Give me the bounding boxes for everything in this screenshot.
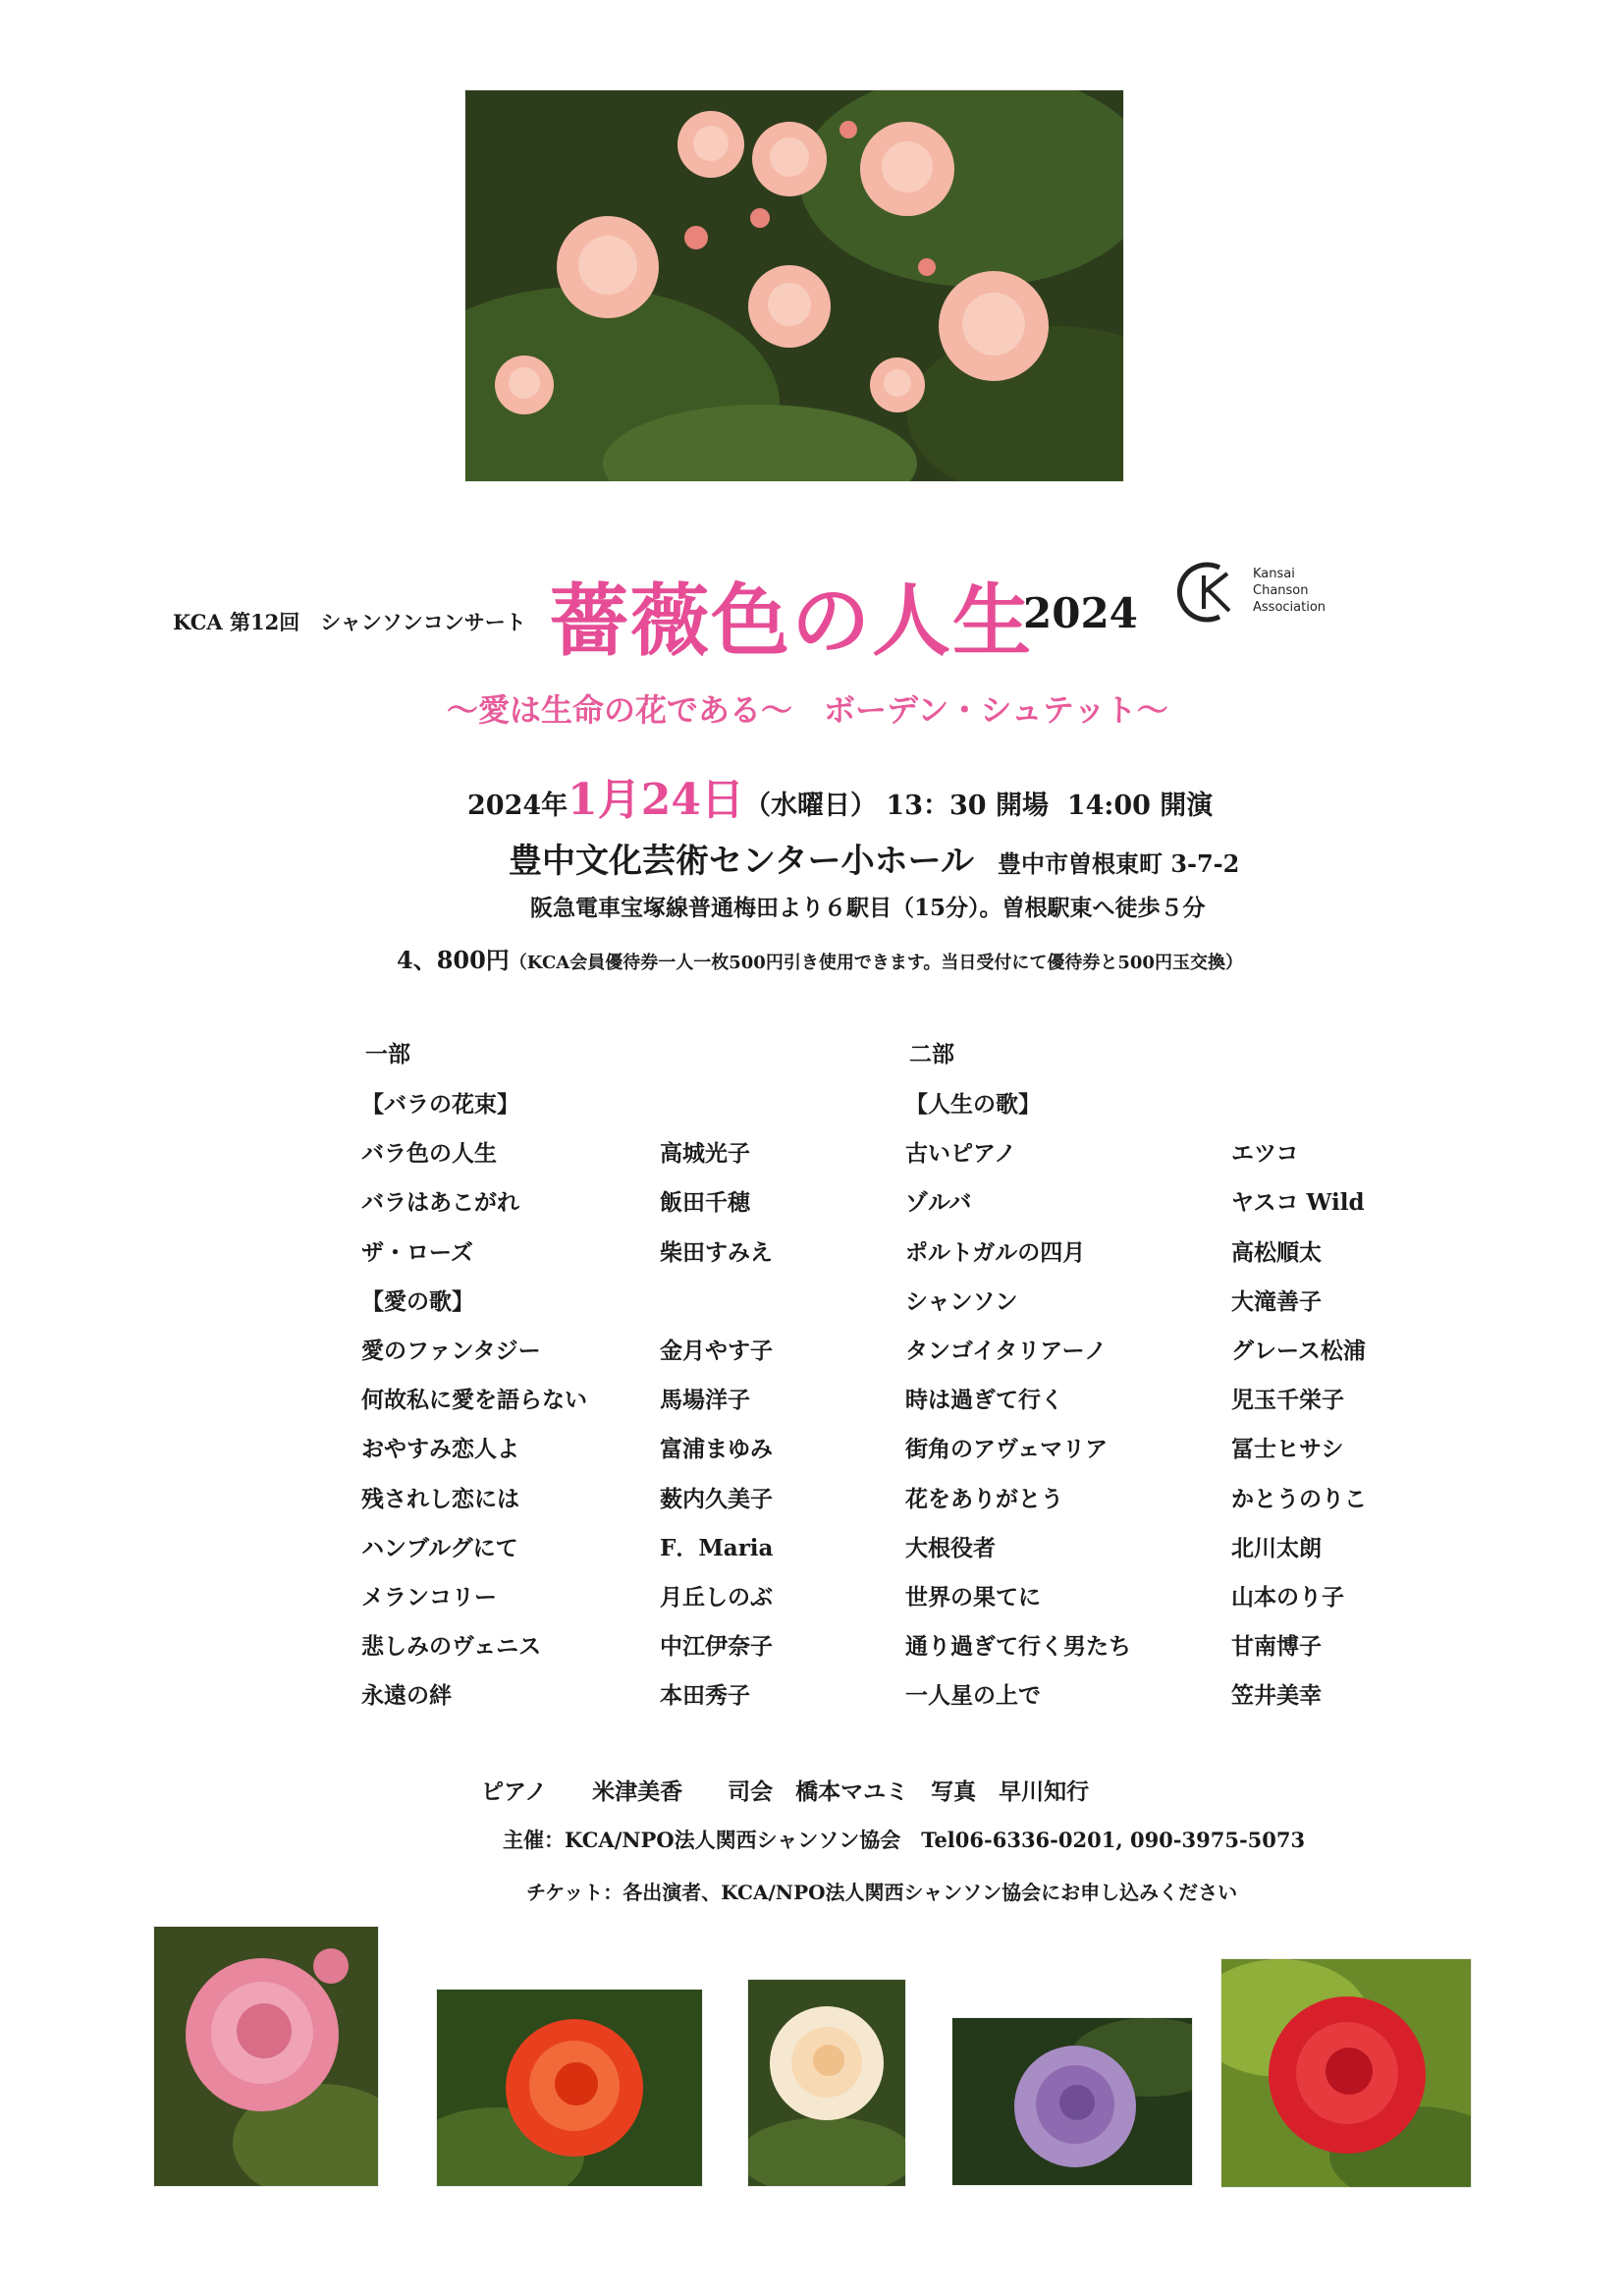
start-time: 14:00 開演: [1066, 791, 1214, 821]
program-song: 通り過ぎて行く男たち: [905, 1633, 1131, 1660]
program-singer: かとうのりこ: [1231, 1486, 1367, 1512]
venue-access: 阪急電車宝塚線普通梅田より６駅目（15分）。曽根駅東へ徒歩５分: [530, 895, 1206, 921]
rose-photo-orange: [437, 1990, 702, 2186]
concert-subtitle: ～愛は生命の花である～ ボーデン・シュテット～: [447, 691, 1168, 729]
program-singer: 馬場洋子: [660, 1387, 750, 1413]
program-song: ハンブルグにて: [361, 1535, 518, 1561]
program-song: 何故私に愛を語らない: [361, 1387, 587, 1413]
program-song: 世界の果てに: [905, 1584, 1041, 1611]
program-song: 永遠の絆: [361, 1682, 452, 1709]
program-song: 古いピアノ: [905, 1140, 1017, 1167]
program-song: 【バラの花束】: [361, 1091, 519, 1118]
program-singer: 高城光子: [660, 1140, 750, 1167]
program-singer: 中江伊奈子: [660, 1633, 773, 1660]
program-song: 残されし恋には: [361, 1486, 519, 1512]
ticket-info-line: チケット：各出演者、KCA/NPO法人関西シャンソン協会にお申し込みください: [526, 1881, 1238, 1904]
program-singer: 富浦まゆみ: [660, 1436, 773, 1462]
venue-line: [509, 834, 1239, 882]
program-song: 街角のアヴェマリア: [905, 1436, 1109, 1462]
program-song: ザ・ローズ: [361, 1239, 473, 1266]
logo-text-line: Association: [1253, 600, 1326, 615]
program-singer: 飯田千穂: [660, 1189, 750, 1216]
rose-photo-red: [1221, 1959, 1471, 2187]
program-song: 大根役者: [905, 1535, 996, 1561]
program-singer: 笠井美幸: [1231, 1682, 1322, 1709]
organizer-line: 主催：KCA/NPO法人関西シャンソン協会 Tel06-6336-0201, 090-3975-5073: [503, 1828, 1306, 1852]
program-song: 【愛の歌】: [361, 1288, 474, 1315]
program-singer: 児玉千栄子: [1231, 1387, 1344, 1413]
program-singer: 山本のり子: [1231, 1584, 1344, 1611]
part1-heading: 一部: [365, 1041, 410, 1067]
program-song: 花をありがとう: [905, 1486, 1063, 1512]
event-date-line: [467, 764, 1213, 827]
kca-logo-mark-icon: [1168, 560, 1247, 625]
program-singer: ヤスコ Wild: [1231, 1189, 1365, 1216]
program-singer: 月丘しのぶ: [660, 1584, 773, 1611]
program-song: バラはあこがれ: [361, 1189, 519, 1216]
concert-title: 薔薇色の人生: [550, 574, 1033, 667]
header-rose-photo: [465, 90, 1123, 481]
price-note: （KCA会員優待券一人一枚500円引き使用できます。当日受付にて優待券と500円玉交換）: [509, 953, 1243, 973]
program-singer: グレース松浦: [1231, 1338, 1366, 1364]
program-singer: 高松順太: [1231, 1239, 1322, 1266]
program-singer: 北川太朗: [1231, 1535, 1322, 1561]
program-song: 時は過ぎて行く: [905, 1387, 1063, 1413]
date-weekday: （水曜日）: [744, 791, 878, 821]
program-singer: 本田秀子: [660, 1682, 750, 1709]
logo-text-line: Kansai: [1253, 567, 1295, 581]
program-singer: 柴田すみえ: [660, 1239, 773, 1266]
program-song: タンゴイタリアーノ: [905, 1338, 1108, 1364]
part2-heading: 二部: [909, 1041, 954, 1067]
program-singer: 大滝善子: [1231, 1288, 1322, 1315]
program-song: シャンソン: [905, 1288, 1018, 1315]
rose-photo-pink: [154, 1927, 378, 2186]
date-year: 2024年: [467, 791, 568, 821]
program-singer: F．Maria: [660, 1535, 774, 1561]
date-day: 24日: [640, 775, 745, 825]
program-singer: 冨士ヒサシ: [1231, 1436, 1344, 1462]
program-song: 愛のファンタジー: [361, 1338, 541, 1364]
concert-series-label: KCA 第12回 シャンソンコンサート: [173, 610, 526, 634]
venue-name: 豊中文化芸術センター小ホール: [509, 842, 974, 881]
program-song: 一人星の上で: [905, 1682, 1041, 1709]
program-song: メランコリー: [361, 1584, 497, 1611]
program-singer: 甘南博子: [1231, 1633, 1322, 1660]
date-month: 1月: [568, 775, 641, 825]
kca-logo: [1168, 560, 1345, 629]
open-time: 13：30 開場: [886, 791, 1049, 821]
credits-line: ピアノ 米津美香 司会 橋本マユミ 写真 早川知行: [481, 1778, 1090, 1805]
program-singer: 薮内久美子: [660, 1486, 773, 1512]
logo-text: [1253, 566, 1326, 616]
program-song: おやすみ恋人よ: [361, 1436, 519, 1462]
rose-photo-lavender: [952, 2018, 1192, 2185]
logo-text-line: Chanson: [1253, 583, 1309, 598]
program-song: 悲しみのヴェニス: [361, 1633, 542, 1660]
price-line: [397, 941, 1243, 975]
program-song: ゾルバ: [905, 1189, 972, 1216]
rose-photo-cream: [748, 1980, 905, 2186]
program-song: 【人生の歌】: [905, 1091, 1041, 1118]
program-singer: 金月やす子: [660, 1338, 773, 1364]
ticket-price: 4、800円: [397, 946, 510, 974]
program-song: ポルトガルの四月: [905, 1239, 1086, 1266]
concert-title-year: 2024: [1023, 589, 1138, 637]
program-singer: エツコ: [1231, 1140, 1299, 1167]
program-song: バラ色の人生: [361, 1140, 497, 1167]
venue-address: 豊中市曽根東町 3-7-2: [997, 849, 1240, 878]
